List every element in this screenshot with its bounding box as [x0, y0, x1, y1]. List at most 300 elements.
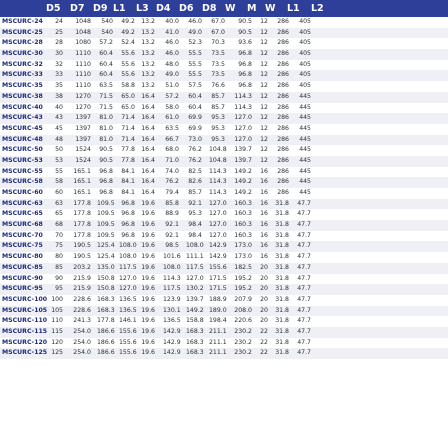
- part-number-cell: MSCURC-55: [2, 167, 43, 175]
- spec-value-cell: 16: [260, 242, 268, 250]
- spec-value-cell: 16: [260, 189, 268, 196]
- spec-value-cell: 98.4: [188, 221, 202, 229]
- spec-value-cell: 16: [260, 221, 268, 229]
- spec-value-cell: 108.0: [119, 253, 137, 261]
- spec-value-cell: 19.6: [141, 210, 155, 218]
- spec-value-cell: 20: [260, 285, 268, 293]
- column-header[interactable]: L3: [136, 3, 149, 14]
- spec-value-cell: 49.0: [165, 71, 179, 79]
- table-row[interactable]: [0, 241, 448, 252]
- spec-value-cell: 31.8: [275, 231, 289, 239]
- table-row[interactable]: [0, 327, 448, 338]
- spec-value-cell: 16.4: [141, 135, 155, 143]
- spec-value-cell: 20: [260, 306, 268, 314]
- spec-value-cell: 24: [55, 18, 63, 25]
- part-number-cell: MSCURC-33: [2, 71, 43, 79]
- table-row[interactable]: [0, 17, 448, 28]
- column-header[interactable]: M: [247, 3, 257, 14]
- spec-value-cell: 45: [55, 124, 63, 132]
- spec-value-cell: 80: [55, 253, 63, 261]
- part-number-cell: MSCURC-95: [2, 285, 43, 293]
- table-row[interactable]: [0, 316, 448, 327]
- spec-value-cell: 55.5: [188, 71, 202, 79]
- spec-value-cell: 127.0: [209, 210, 227, 218]
- spec-value-cell: 165.1: [73, 189, 91, 196]
- spec-value-cell: 168.3: [97, 306, 115, 314]
- column-header[interactable]: L2: [311, 3, 324, 14]
- spec-value-cell: 49.2: [121, 18, 135, 25]
- spec-value-cell: 52.3: [188, 39, 202, 47]
- spec-value-cell: 96.8: [121, 199, 135, 207]
- spec-value-cell: 1270: [75, 103, 91, 111]
- spec-value-cell: 445: [299, 167, 311, 175]
- spec-value-cell: 85.7: [211, 103, 225, 111]
- spec-value-cell: 73.5: [211, 71, 225, 79]
- spec-value-cell: 19.6: [141, 199, 155, 207]
- spec-value-cell: 158.8: [186, 317, 204, 325]
- spec-value-cell: 127.0: [119, 274, 137, 282]
- spec-value-cell: 117.5: [186, 263, 204, 271]
- table-row[interactable]: [0, 177, 448, 188]
- table-row[interactable]: [0, 135, 448, 146]
- spec-value-cell: 73.5: [211, 60, 225, 68]
- spec-value-cell: 109.5: [97, 199, 115, 207]
- spec-value-cell: 13.2: [141, 18, 155, 25]
- spec-value-cell: 186.6: [97, 349, 115, 357]
- spec-value-cell: 186.6: [97, 338, 115, 346]
- spec-value-cell: 84.1: [121, 189, 135, 196]
- spec-value-cell: 38: [55, 92, 63, 100]
- spec-value-cell: 207.9: [234, 295, 252, 303]
- table-row[interactable]: [0, 338, 448, 349]
- spec-value-cell: 146.1: [119, 317, 137, 325]
- spec-value-cell: 12: [260, 135, 268, 143]
- spec-value-cell: 13.2: [141, 60, 155, 68]
- part-number-cell: MSCURC-100: [2, 295, 48, 303]
- spec-value-cell: 19.6: [141, 253, 155, 261]
- spec-value-cell: 98.5: [165, 242, 179, 250]
- column-header[interactable]: D7: [70, 3, 85, 14]
- spec-value-cell: 195.2: [234, 285, 252, 293]
- spec-value-cell: 47.7: [297, 327, 311, 335]
- spec-value-cell: 71.4: [121, 135, 135, 143]
- spec-value-cell: 31.8: [275, 285, 289, 293]
- spec-value-cell: 25: [55, 28, 63, 36]
- spec-value-cell: 58: [55, 178, 63, 186]
- spec-value-cell: 71.5: [99, 103, 113, 111]
- spec-value-cell: 96.8: [121, 231, 135, 239]
- spec-value-cell: 31.8: [275, 274, 289, 282]
- table-row[interactable]: [0, 92, 448, 103]
- spec-value-cell: 31.8: [275, 210, 289, 218]
- spec-value-cell: 16.4: [141, 146, 155, 154]
- spec-value-cell: 22: [260, 338, 268, 346]
- spec-value-cell: 47.7: [297, 317, 311, 325]
- spec-value-cell: 405: [299, 71, 311, 79]
- spec-value-cell: 111.1: [186, 253, 204, 261]
- spec-value-cell: 98.4: [188, 231, 202, 239]
- spec-value-cell: 47.7: [297, 295, 311, 303]
- spec-value-cell: 445: [299, 146, 311, 154]
- spec-value-cell: 168.3: [186, 338, 204, 346]
- spec-value-cell: 19.6: [141, 306, 155, 314]
- spec-value-cell: 127.0: [209, 231, 227, 239]
- spec-value-cell: 65.0: [121, 92, 135, 100]
- spec-value-cell: 63: [55, 199, 63, 207]
- spec-value-cell: 70.3: [211, 39, 225, 47]
- table-row[interactable]: [0, 60, 448, 71]
- spec-value-cell: 405: [299, 18, 311, 25]
- table-row[interactable]: [0, 231, 448, 242]
- spec-value-cell: 286: [277, 114, 289, 122]
- table-row[interactable]: [0, 167, 448, 178]
- spec-value-cell: 149.2: [234, 167, 252, 175]
- spec-value-cell: 108.0: [163, 263, 181, 271]
- spec-value-cell: 96.8: [99, 178, 113, 186]
- table-row[interactable]: [0, 199, 448, 210]
- spec-value-cell: 127.0: [209, 221, 227, 229]
- spec-value-cell: 96.8: [99, 189, 113, 196]
- spec-value-cell: 130.1: [163, 306, 181, 314]
- spec-value-cell: 136.5: [163, 317, 181, 325]
- spec-value-cell: 31.8: [275, 338, 289, 346]
- spec-value-cell: 49.2: [121, 28, 135, 36]
- column-header[interactable]: L1: [113, 3, 126, 14]
- spec-value-cell: 173.0: [234, 242, 252, 250]
- spec-value-cell: 405: [299, 60, 311, 68]
- spec-value-cell: 177.8: [73, 210, 91, 218]
- spec-value-cell: 127.0: [234, 124, 252, 132]
- spec-value-cell: 155.6: [119, 327, 137, 335]
- spec-value-cell: 16: [260, 210, 268, 218]
- spec-value-cell: 96.8: [238, 82, 252, 90]
- table-row[interactable]: [0, 348, 448, 359]
- spec-value-cell: 286: [277, 92, 289, 100]
- spec-value-cell: 190.5: [73, 242, 91, 250]
- column-header[interactable]: W: [225, 3, 236, 14]
- spec-value-cell: 139.7: [234, 156, 252, 164]
- spec-value-cell: 16.4: [141, 124, 155, 132]
- spec-value-cell: 88.9: [165, 210, 179, 218]
- spec-value-cell: 70: [55, 231, 63, 239]
- spec-value-cell: 61.0: [165, 114, 179, 122]
- spec-value-cell: 220.6: [234, 317, 252, 325]
- spec-value-cell: 16.4: [141, 189, 155, 196]
- column-header[interactable]: D8: [202, 3, 217, 14]
- spec-value-cell: 1110: [75, 82, 91, 90]
- spec-value-cell: 254.0: [73, 349, 91, 357]
- spec-value-cell: 46.0: [188, 18, 202, 25]
- spec-value-cell: 114.3: [234, 92, 252, 100]
- spec-value-cell: 95.3: [188, 210, 202, 218]
- spec-value-cell: 12: [260, 103, 268, 111]
- spec-value-cell: 165.1: [73, 178, 91, 186]
- table-row[interactable]: [0, 145, 448, 156]
- table-row[interactable]: [0, 274, 448, 285]
- spec-value-cell: 32: [55, 60, 63, 68]
- spec-value-cell: 60.4: [99, 71, 113, 79]
- spec-value-cell: 1270: [75, 92, 91, 100]
- spec-value-cell: 445: [299, 124, 311, 132]
- spec-value-cell: 74.0: [165, 167, 179, 175]
- spec-value-cell: 16: [260, 167, 268, 175]
- spec-value-cell: 47.7: [297, 338, 311, 346]
- spec-value-cell: 51.0: [165, 82, 179, 90]
- spec-value-cell: 177.8: [73, 221, 91, 229]
- spec-value-cell: 19.6: [141, 327, 155, 335]
- spec-value-cell: 12: [260, 28, 268, 36]
- table-row[interactable]: [0, 295, 448, 306]
- spec-value-cell: 1080: [75, 39, 91, 47]
- part-number-cell: MSCURC-48: [2, 135, 43, 143]
- spec-value-cell: 31.8: [275, 253, 289, 261]
- spec-value-cell: 445: [299, 135, 311, 143]
- spec-value-cell: 211.1: [209, 349, 227, 357]
- spec-value-cell: 104.8: [209, 146, 227, 154]
- spec-value-cell: 47.7: [297, 242, 311, 250]
- spec-value-cell: 40.0: [165, 18, 179, 25]
- spec-value-cell: 67.0: [211, 28, 225, 36]
- spec-value-cell: 60: [55, 189, 63, 196]
- spec-value-cell: 109.5: [97, 231, 115, 239]
- spec-value-cell: 16: [260, 199, 268, 207]
- spec-value-cell: 142.9: [163, 327, 181, 335]
- spec-value-cell: 12: [260, 60, 268, 68]
- spec-value-cell: 55.6: [121, 50, 135, 58]
- part-number-cell: MSCURC-43: [2, 114, 43, 122]
- spec-value-cell: 13.2: [141, 39, 155, 47]
- spec-value-cell: 230.2: [234, 349, 252, 357]
- part-number-cell: MSCURC-28: [2, 39, 43, 47]
- spec-value-cell: 195.2: [234, 274, 252, 282]
- spec-value-cell: 33: [55, 71, 63, 79]
- spec-value-cell: 142.9: [209, 242, 227, 250]
- spec-value-cell: 171.5: [209, 285, 227, 293]
- spec-value-cell: 90.5: [238, 18, 252, 25]
- spec-value-cell: 47.7: [297, 231, 311, 239]
- spec-value-cell: 55: [55, 167, 63, 175]
- spec-value-cell: 125.4: [97, 242, 115, 250]
- spec-value-cell: 19.6: [141, 295, 155, 303]
- spec-value-cell: 22: [260, 327, 268, 335]
- part-number-cell: MSCURC-85: [2, 263, 43, 271]
- part-number-cell: MSCURC-58: [2, 178, 43, 186]
- spec-value-cell: 241.3: [73, 317, 91, 325]
- spec-value-cell: 19.6: [141, 263, 155, 271]
- part-number-cell: MSCURC-65: [2, 210, 43, 218]
- spec-value-cell: 1110: [75, 60, 91, 68]
- column-header[interactable]: D6: [179, 3, 194, 14]
- spec-value-cell: 228.6: [73, 306, 91, 314]
- spec-value-cell: 76.6: [211, 82, 225, 90]
- table-row[interactable]: [0, 70, 448, 81]
- spec-value-cell: 20: [260, 317, 268, 325]
- part-number-cell: MSCURC-38: [2, 92, 43, 100]
- spec-value-cell: 41.0: [165, 28, 179, 36]
- spec-value-cell: 31.8: [275, 199, 289, 207]
- table-row[interactable]: [0, 188, 448, 199]
- spec-value-cell: 92.1: [165, 231, 179, 239]
- spec-value-cell: 445: [299, 114, 311, 122]
- spec-value-cell: 230.2: [234, 338, 252, 346]
- table-row[interactable]: [0, 252, 448, 263]
- spec-value-cell: 90.5: [99, 146, 113, 154]
- spec-value-cell: 47.7: [297, 349, 311, 357]
- spec-value-cell: 286: [277, 167, 289, 175]
- spec-value-cell: 405: [299, 39, 311, 47]
- spec-value-cell: 110: [51, 317, 63, 325]
- spec-value-cell: 84.1: [121, 167, 135, 175]
- part-number-cell: MSCURC-68: [2, 221, 43, 229]
- table-row[interactable]: [0, 220, 448, 231]
- part-number-cell: MSCURC-105: [2, 306, 48, 314]
- spec-value-cell: 109.5: [97, 221, 115, 229]
- spec-value-cell: 286: [277, 178, 289, 186]
- spec-value-cell: 96.8: [238, 71, 252, 79]
- spec-value-cell: 30: [55, 50, 63, 58]
- spec-value-cell: 47.7: [297, 274, 311, 282]
- column-header[interactable]: W: [265, 3, 276, 14]
- spec-value-cell: 168.3: [186, 327, 204, 335]
- spec-value-cell: 95: [55, 285, 63, 293]
- table-row[interactable]: [0, 103, 448, 114]
- spec-value-cell: 160.3: [234, 210, 252, 218]
- table-row[interactable]: [0, 38, 448, 49]
- table-row[interactable]: [0, 284, 448, 295]
- spec-value-cell: 16.4: [141, 92, 155, 100]
- spec-value-cell: 114.3: [209, 178, 227, 186]
- spec-value-cell: 47.7: [297, 221, 311, 229]
- spec-value-cell: 198.4: [209, 317, 227, 325]
- spec-value-cell: 12: [260, 18, 268, 25]
- spec-value-cell: 1397: [75, 114, 91, 122]
- column-header[interactable]: D5: [46, 3, 61, 14]
- spec-value-cell: 66.7: [165, 135, 179, 143]
- spec-value-cell: 47.7: [297, 199, 311, 207]
- spec-value-cell: 12: [260, 92, 268, 100]
- spec-value-cell: 286: [277, 103, 289, 111]
- table-row[interactable]: [0, 28, 448, 39]
- part-number-cell: MSCURC-60: [2, 189, 43, 196]
- spec-value-cell: 76.2: [188, 146, 202, 154]
- spec-value-cell: 71.0: [165, 156, 179, 164]
- spec-value-cell: 48: [55, 135, 63, 143]
- spec-value-cell: 1397: [75, 135, 91, 143]
- spec-value-cell: 96.8: [238, 60, 252, 68]
- spec-value-cell: 188.9: [209, 295, 227, 303]
- spec-value-cell: 19.6: [141, 231, 155, 239]
- spec-value-cell: 16: [260, 178, 268, 186]
- spec-value-cell: 85.8: [165, 199, 179, 207]
- spec-value-cell: 101.6: [163, 253, 181, 261]
- spec-value-cell: 115: [51, 327, 63, 335]
- spec-value-cell: 136.5: [119, 295, 137, 303]
- table-row[interactable]: [0, 263, 448, 274]
- spec-value-cell: 13.2: [141, 82, 155, 90]
- spec-value-cell: 139.7: [186, 295, 204, 303]
- spec-value-cell: 127.0: [186, 274, 204, 282]
- spec-value-cell: 177.8: [97, 317, 115, 325]
- spec-value-cell: 114.3: [209, 189, 227, 196]
- table-row[interactable]: [0, 124, 448, 135]
- spec-value-cell: 286: [277, 124, 289, 132]
- spec-value-cell: 55.5: [188, 60, 202, 68]
- spec-value-cell: 77.8: [121, 156, 135, 164]
- spec-value-cell: 92.1: [188, 199, 202, 207]
- spec-value-cell: 142.9: [163, 349, 181, 357]
- spec-value-cell: 73.0: [188, 135, 202, 143]
- spec-value-cell: 20: [260, 263, 268, 271]
- spec-value-cell: 540: [101, 28, 113, 36]
- column-header[interactable]: D9: [93, 3, 108, 14]
- part-number-cell: MSCURC-24: [2, 18, 43, 25]
- spec-value-cell: 53: [55, 156, 63, 164]
- spec-value-cell: 55.6: [121, 60, 135, 68]
- spec-value-cell: 82.6: [188, 178, 202, 186]
- spec-value-cell: 108.0: [186, 242, 204, 250]
- spec-value-cell: 31.8: [275, 221, 289, 229]
- table-header: [0, 0, 448, 17]
- spec-value-cell: 405: [299, 82, 311, 90]
- column-header[interactable]: D4: [156, 3, 171, 14]
- spec-value-cell: 114.3: [234, 103, 252, 111]
- spec-value-cell: 254.0: [73, 338, 91, 346]
- spec-value-cell: 160.3: [234, 221, 252, 229]
- table-row[interactable]: [0, 306, 448, 317]
- spec-value-cell: 286: [277, 50, 289, 58]
- spec-value-cell: 13.2: [141, 71, 155, 79]
- spec-value-cell: 85.7: [188, 189, 202, 196]
- spec-value-cell: 136.5: [119, 306, 137, 314]
- part-number-cell: MSCURC-45: [2, 124, 43, 132]
- spec-value-cell: 186.6: [97, 327, 115, 335]
- spec-value-cell: 127.0: [119, 285, 137, 293]
- table-row[interactable]: [0, 81, 448, 92]
- spec-value-cell: 182.5: [234, 263, 252, 271]
- spec-value-cell: 71.5: [99, 92, 113, 100]
- spec-value-cell: 63.5: [99, 82, 113, 90]
- spec-value-cell: 171.5: [209, 274, 227, 282]
- spec-value-cell: 28: [55, 39, 63, 47]
- spec-value-cell: 13.2: [141, 50, 155, 58]
- table-row[interactable]: [0, 49, 448, 60]
- spec-value-cell: 177.8: [73, 199, 91, 207]
- spec-value-cell: 48.0: [165, 60, 179, 68]
- spec-value-cell: 104.8: [209, 156, 227, 164]
- part-number-cell: MSCURC-32: [2, 60, 43, 68]
- spec-value-cell: 90: [55, 274, 63, 282]
- table-row[interactable]: [0, 209, 448, 220]
- spec-value-cell: 96.8: [238, 50, 252, 58]
- spec-value-cell: 286: [277, 146, 289, 154]
- spec-value-cell: 125.4: [97, 253, 115, 261]
- spec-value-cell: 108.0: [119, 242, 137, 250]
- spec-value-cell: 16: [260, 231, 268, 239]
- spec-value-cell: 211.1: [209, 327, 227, 335]
- spec-value-cell: 286: [277, 39, 289, 47]
- spec-value-cell: 60.4: [188, 92, 202, 100]
- table-row[interactable]: [0, 113, 448, 124]
- table-row[interactable]: [0, 156, 448, 167]
- part-number-cell: MSCURC-63: [2, 199, 43, 207]
- spec-value-cell: 75: [55, 242, 63, 250]
- part-number-cell: MSCURC-120: [2, 338, 48, 346]
- spec-value-cell: 68: [55, 221, 63, 229]
- spec-value-cell: 230.2: [234, 327, 252, 335]
- column-header[interactable]: L1: [287, 3, 300, 14]
- spec-value-cell: 16: [260, 253, 268, 261]
- spec-value-cell: 405: [299, 50, 311, 58]
